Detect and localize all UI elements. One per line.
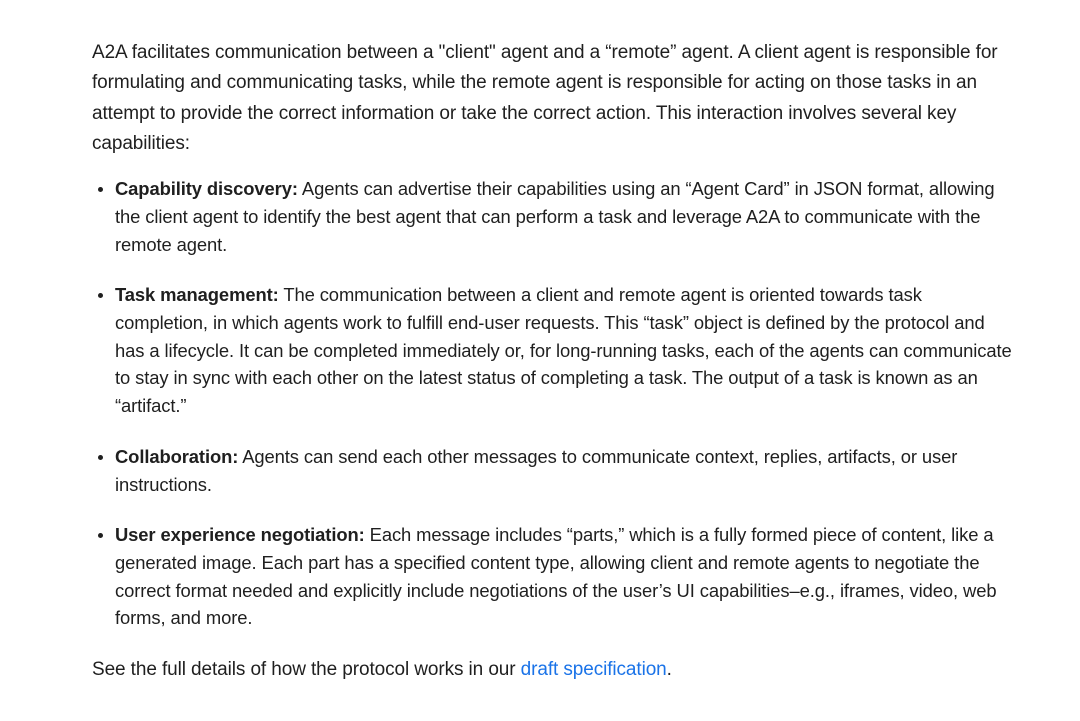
bullet-dot-icon	[98, 455, 103, 460]
list-item-capability-discovery	[92, 175, 1012, 258]
capability-term: Capability discovery:	[115, 178, 298, 200]
bullet-dot-icon	[98, 187, 103, 192]
list-item-user-experience-negotiation	[92, 521, 1012, 632]
capability-description: Each message includes “parts,” which is a fully formed piece of content, like a generated image. Each part has a specified content type, allowing client and remote agents to negotiate the correct format needed and explicitly include negotiations of the user’s UI capabilities–e.g., iframes, video, web forms, and more.	[115, 524, 997, 629]
outro-paragraph	[92, 655, 672, 685]
capability-description: The communication between a client and remote agent is oriented towards task completion, in which agents work to fulfill end-user requests. This “task” object is defined by the protocol and has a lifecycle. It can be completed immediately or, for long-running tasks, each of the agents can communicate to stay in sync with each other on the latest status of completing a task. The output of a task is known as an “artifact.”	[115, 284, 1012, 417]
capability-description: Agents can advertise their capabilities using an “Agent Card” in JSON format, allowing the client agent to identify the best agent that can perform a task and leverage A2A to communicate with the remote agent.	[115, 178, 995, 255]
capability-term: Task management:	[115, 284, 279, 306]
outro-suffix: .	[666, 659, 672, 680]
outro-prefix: See the full details of how the protocol works in our	[92, 659, 521, 680]
capabilities-list	[92, 175, 1012, 632]
list-item-task-management	[92, 281, 1012, 420]
capability-term: Collaboration:	[115, 445, 239, 467]
draft-specification-link[interactable]: draft specification	[520, 659, 667, 680]
bullet-dot-icon	[98, 533, 103, 538]
capability-term: User experience negotiation:	[115, 524, 365, 546]
capability-description: Agents can send each other messages to communicate context, replies, artifacts, or user instructions.	[115, 445, 958, 495]
intro-paragraph: A2A facilitates communication between a "client" agent and a “remote” agent. A client agent is responsible for formulating and communicating tasks, while the remote agent is responsible for acting on those tasks in an attempt to provide the correct information or take the correct action. This interaction involves several key capabilities:	[92, 42, 998, 154]
article-body	[92, 38, 1012, 680]
list-item-collaboration	[92, 443, 1012, 498]
bullet-dot-icon	[98, 293, 103, 298]
